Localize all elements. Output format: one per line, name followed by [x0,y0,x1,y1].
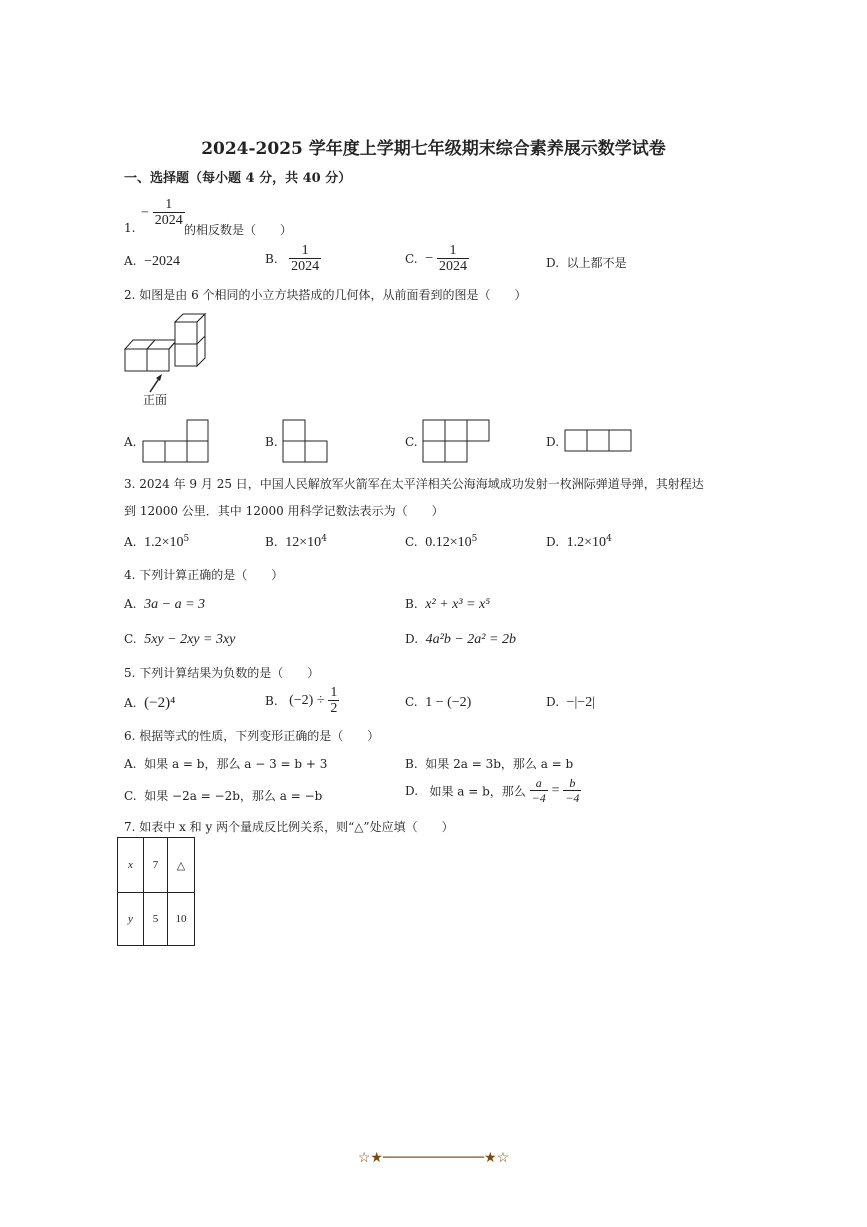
denominator: 2024 [438,259,467,274]
option-value: (−2)⁴ [144,695,176,711]
option-label: B. [405,597,418,611]
table-cell: △ [168,838,195,893]
q1-stem: 的相反数是（ ） [184,223,293,237]
table-cell: 5 [144,893,168,946]
option-label: A. [124,597,137,611]
q3-option-b [265,534,327,551]
q1-option-d [546,254,627,271]
q6-option-b [405,755,573,772]
q6-option-c [124,787,322,804]
option-label: A. [124,254,137,268]
table-cell: 10 [168,893,195,946]
q4-stem: 4. 下列计算正确的是（ ） [124,568,284,582]
minus-sign: − [425,251,434,266]
option-label: D. [405,632,419,646]
q2-option-c-label: C. [405,435,418,449]
denominator: −4 [531,791,546,805]
fraction [289,244,321,274]
option-label: D. [546,256,560,270]
denominator: −4 [565,791,580,805]
footer-ornament: ☆★────────────★☆ [357,1150,510,1166]
q4-option-d [405,632,516,648]
fraction [328,686,339,716]
option-label: C. [124,789,137,803]
q1-option-c [405,244,469,274]
numerator: b [563,776,581,791]
q2-option-a-view [140,418,210,464]
q4-option-c [124,632,235,648]
q1-denominator: 2024 [154,213,183,228]
q5-option-b [265,686,339,716]
option-label: C. [405,695,418,709]
q2-stem: 2. 如图是由 6 个相同的小立方块搭成的几何体，从前面看到的图是（ ） [124,288,527,302]
q1-stem-fraction [141,198,185,228]
option-value: 3a − a = 3 [144,597,206,612]
option-value: 以上都不是 [566,256,627,270]
q5-stem: 5. 下列计算结果为负数的是（ ） [124,666,320,680]
q1-number: 1. [124,221,136,235]
exponent: 4 [606,534,612,544]
option-label: C. [405,252,418,266]
q5-option-c [405,695,471,711]
option-label: D. [405,784,419,798]
fraction [437,244,469,274]
option-value: 1.2×10 [144,535,184,550]
numerator: a [530,776,548,791]
option-value: 1 − (−2) [425,695,472,710]
option-label: A. [124,696,137,710]
denominator: 2 [330,701,338,716]
q3-stem-line1: 3. 2024 年 9 月 25 日，中国人民解放军火箭军在太平洋相关公海海域成功发射一枚洲际弹道导弹，其射程达 [124,477,704,491]
xy-table [117,837,195,946]
option-value: −|−2| [566,695,596,710]
option-label: B. [265,694,278,708]
denominator: 2024 [291,259,320,274]
fraction [530,776,548,806]
numerator: 1 [289,244,321,259]
option-value: x² + x³ = x⁵ [425,597,491,612]
q1-option-b [265,244,321,274]
q6-option-d [405,776,581,806]
q1-numerator: 1 [153,198,185,213]
q7-stem: 7. 如表中 x 和 y 两个量成反比例关系，则“△”处应填（ ） [124,820,454,834]
option-value: 5xy − 2xy = 3xy [144,632,236,647]
table-row [118,838,195,893]
q1-minus: − [141,205,149,221]
option-label: B. [405,757,418,771]
q2-option-a-label: A. [124,435,137,449]
q2-option-b-view [280,418,330,464]
q1-option-a [124,254,180,270]
q5-option-a [124,695,175,712]
fraction [563,776,581,806]
table-cell: 7 [144,838,168,893]
q3-option-c [405,534,477,551]
exponent: 5 [471,534,478,544]
q3-option-d [546,534,612,551]
option-label: C. [124,632,137,646]
q3-option-a [124,534,189,551]
option-label: A. [124,535,137,549]
q6-stem: 6. 根据等式的性质，下列变形正确的是（ ） [124,729,380,743]
option-value: (−2) ÷ [289,693,325,708]
section-heading: 一、选择题（每小题 4 分，共 40 分） [124,171,352,186]
option-label: C. [405,535,418,549]
q4-option-b [405,597,490,613]
option-value: 12×10 [285,535,322,550]
option-value: 1.2×10 [566,535,607,550]
q3-stem-line2: 到 12000 公里．其中 12000 用科学记数法表示为（ ） [124,504,444,518]
numerator: 1 [437,244,469,259]
q2-option-d-view [562,428,634,454]
option-label: D. [546,695,560,709]
option-label: D. [546,535,560,549]
option-value: 如果 a = b，那么 a − 3 = b + 3 [144,757,328,771]
option-value: 4a²b − 2a² = 2b [425,632,516,647]
front-label: 正面 [143,393,168,407]
option-value: 如果 −2a = −2b，那么 a = −b [144,789,323,803]
q4-option-a [124,597,205,613]
option-label: B. [265,535,278,549]
table-row [118,893,195,946]
q6-option-a [124,755,327,772]
option-value: 如果 a = b，那么 [429,784,526,799]
table-cell: x [118,838,144,893]
equals-sign: = [551,783,560,798]
q5-option-d [546,695,595,711]
paper-title: 2024-2025 学年度上学期七年级期末综合素养展示数学试卷 [201,139,666,159]
q2-option-b-label: B. [265,435,278,449]
exponent: 4 [321,534,327,544]
option-value: 如果 2a = 3b，那么 a = b [425,757,574,771]
numerator: 1 [330,685,338,700]
q2-option-d-label: D. [546,435,560,449]
q2-option-c-view [420,418,492,464]
option-label: B. [265,252,278,266]
table-cell: y [118,893,144,946]
q1-fraction [153,198,185,228]
exponent: 5 [183,534,190,544]
cube-figure [120,310,220,405]
option-label: A. [124,757,137,771]
option-value: −2024 [144,254,181,269]
option-value: 0.12×10 [425,535,472,550]
